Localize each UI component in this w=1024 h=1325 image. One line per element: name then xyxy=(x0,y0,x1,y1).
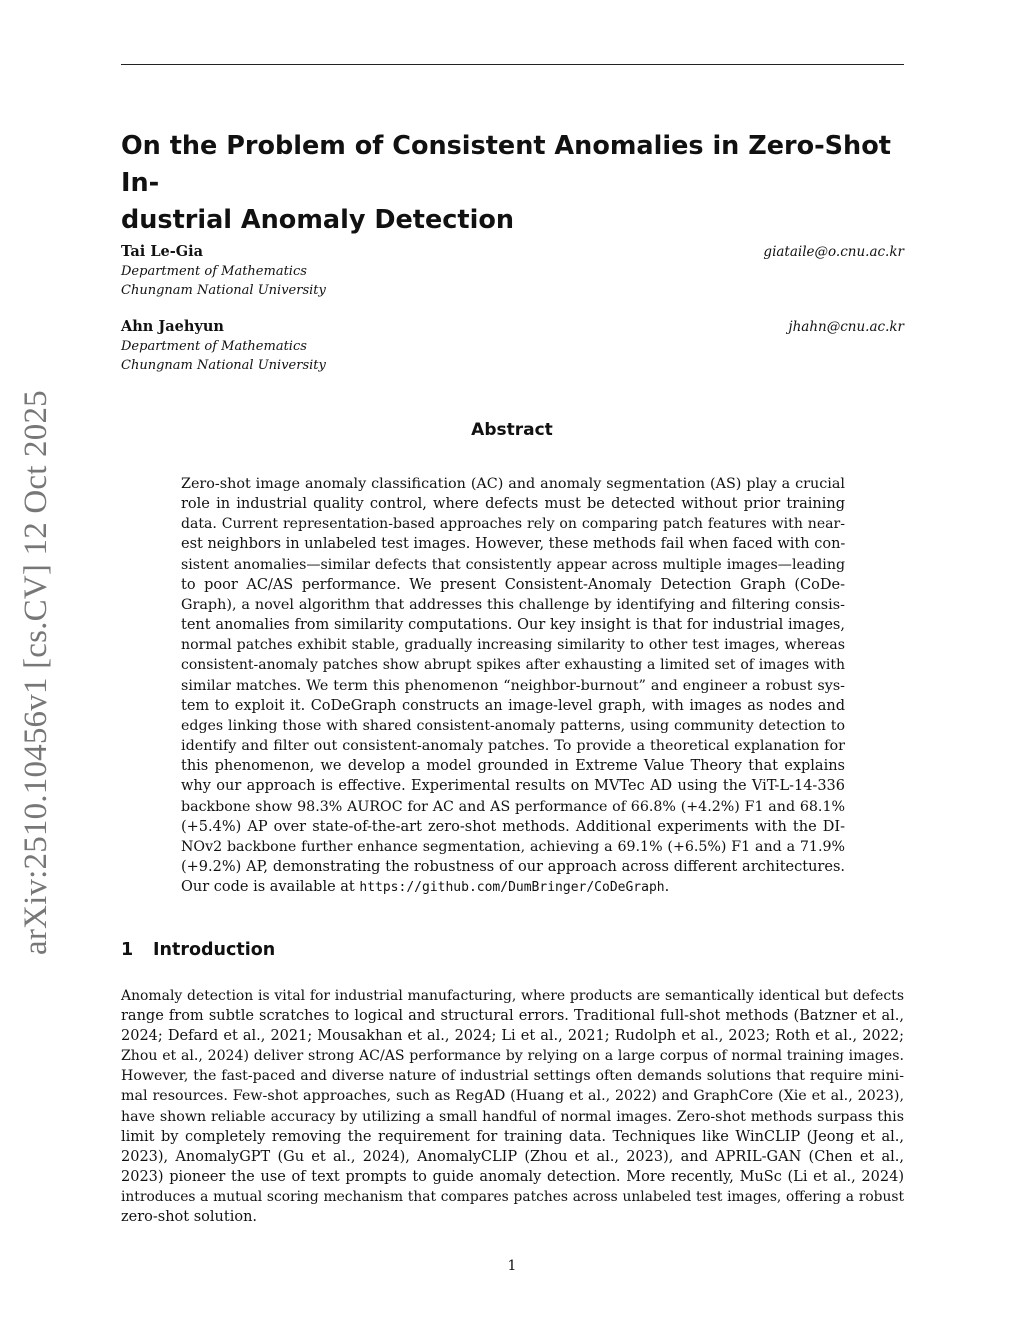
section-heading xyxy=(121,940,275,960)
author-email: giataile@o.cnu.ac.kr xyxy=(763,244,904,260)
code-availability-text: Our code is available at xyxy=(181,879,360,896)
section-number: 1 xyxy=(121,940,134,960)
intro-line: However, the fast-paced and diverse nature of industrial settings often demands solutions that require mini- xyxy=(121,1068,904,1085)
abstract-line: why our approach is effective. Experimental results on MVTec AD using the ViT-L-14-336 xyxy=(181,778,845,795)
abstract-line: (+9.2%) AP, demonstrating the robustness of our approach across different architectures. xyxy=(181,858,845,875)
author-affiliation xyxy=(121,337,326,375)
page-number: 1 xyxy=(507,1258,517,1274)
title-line: On the Problem of Consistent Anomalies in Zero-Shot In- xyxy=(121,131,891,198)
intro-line: have shown reliable accuracy by utilizing a small handful of normal images. Zero-shot methods surpass this xyxy=(121,1108,904,1125)
abstract-line: backbone show 98.3% AUROC for AC and AS performance of 66.8% (+4.2%) F1 and 68.1% xyxy=(181,798,845,815)
abstract-line: normal patches exhibit stable, gradually increasing similarity to other test images, whereas xyxy=(181,637,845,654)
abstract-code-line xyxy=(181,877,845,898)
top-rule xyxy=(121,64,904,65)
abstract-line: (+5.4%) AP over state-of-the-art zero-shot methods. Additional experiments with the DI- xyxy=(181,818,845,835)
abstract-line: to poor AC/AS performance. We present Consistent-Anomaly Detection Graph (CoDe- xyxy=(181,576,845,593)
code-repository-link[interactable]: https://github.com/DumBringer/CoDeGraph xyxy=(359,880,665,896)
abstract-line: consistent-anomaly patches show abrupt spikes after exhausting a limited set of images with xyxy=(181,657,845,674)
abstract-line: identify and filter out consistent-anomaly patches. To provide a theoretical explanation for xyxy=(181,738,845,755)
intro-line: range from subtle scratches to logical and structural errors. Traditional full-shot methods (Batzner et al., xyxy=(121,1008,904,1025)
author-university: Chungnam National University xyxy=(121,358,326,373)
intro-line: 2024; Defard et al., 2021; Mousakhan et al., 2024; Li et al., 2021; Rudolph et al., 2023; Roth et al., 2022; xyxy=(121,1028,904,1045)
abstract-line: this phenomenon, we develop a model grounded in Extreme Value Theory that explains xyxy=(181,758,845,775)
abstract-body xyxy=(181,474,845,898)
abstract-line: Graph), a novel algorithm that addresses this challenge by identifying and filtering consis- xyxy=(181,596,845,613)
abstract-line: data. Current representation-based approaches rely on comparing patch features with near- xyxy=(181,516,845,533)
code-line-period: . xyxy=(664,879,670,896)
intro-line: mal resources. Few-shot approaches, such as RegAD (Huang et al., 2022) and GraphCore (Xie et al., 2023), xyxy=(121,1088,904,1105)
abstract-line: role in industrial quality control, where defects must be detected without prior training xyxy=(181,496,845,513)
abstract-line: edges linking those with shared consistent-anomaly patterns, using community detection to xyxy=(181,717,845,734)
author-name: Ahn Jaehyun xyxy=(121,318,224,335)
paper-title xyxy=(121,128,904,239)
section-title: Introduction xyxy=(153,940,276,960)
intro-line: zero-shot solution. xyxy=(121,1209,258,1226)
abstract-line: sistent anomalies—similar defects that consistently appear across multiple images—leading xyxy=(181,556,845,573)
intro-line: introduces a mutual scoring mechanism that compares patches across unlabeled test images, offering a robust xyxy=(121,1188,904,1205)
intro-line: 2023) pioneer the use of text prompts to guide anomaly detection. More recently, MuSc (Li et al., 2024) xyxy=(121,1168,904,1185)
intro-line: limit by completely removing the requirement for training data. Techniques like WinCLIP (Jeong et al., xyxy=(121,1128,904,1145)
abstract-line: NOv2 backbone further enhance segmentation, achieving a 69.1% (+6.5%) F1 and a 71.9% xyxy=(181,838,845,855)
abstract-heading: Abstract xyxy=(471,420,553,440)
intro-line: Anomaly detection is vital for industrial manufacturing, where products are semantically identical but defects xyxy=(121,988,904,1004)
author-affiliation xyxy=(121,262,326,300)
author-name: Tai Le-Gia xyxy=(121,243,204,260)
abstract-line: tent anomalies from similarity computations. Our key insight is that for industrial images, xyxy=(181,617,845,634)
author-email: jhahn@cnu.ac.kr xyxy=(788,319,904,335)
abstract-line: tem to exploit it. CoDeGraph constructs an image-level graph, with images as nodes and xyxy=(181,697,845,714)
author-department: Department of Mathematics xyxy=(121,264,307,279)
title-line: dustrial Anomaly Detection xyxy=(121,205,515,235)
intro-line: Zhou et al., 2024) deliver strong AC/AS performance by relying on a large corpus of normal training images. xyxy=(121,1048,904,1065)
abstract-line: Zero-shot image anomaly classification (AC) and anomaly segmentation (AS) play a crucial xyxy=(181,476,845,492)
introduction-body xyxy=(121,986,904,1227)
abstract-line: similar matches. We term this phenomenon “neighbor-burnout” and engineer a robust sys- xyxy=(181,677,845,694)
arxiv-identifier-stamp: arXiv:2510.10456v1 [cs.CV] 12 Oct 2025 xyxy=(18,390,54,955)
author-department: Department of Mathematics xyxy=(121,339,307,354)
author-university: Chungnam National University xyxy=(121,283,326,298)
intro-line: 2023), AnomalyGPT (Gu et al., 2024), AnomalyCLIP (Zhou et al., 2023), and APRIL-GAN (Chen et al., xyxy=(121,1148,904,1165)
abstract-line: est neighbors in unlabeled test images. However, these methods fail when faced with con- xyxy=(181,536,846,553)
